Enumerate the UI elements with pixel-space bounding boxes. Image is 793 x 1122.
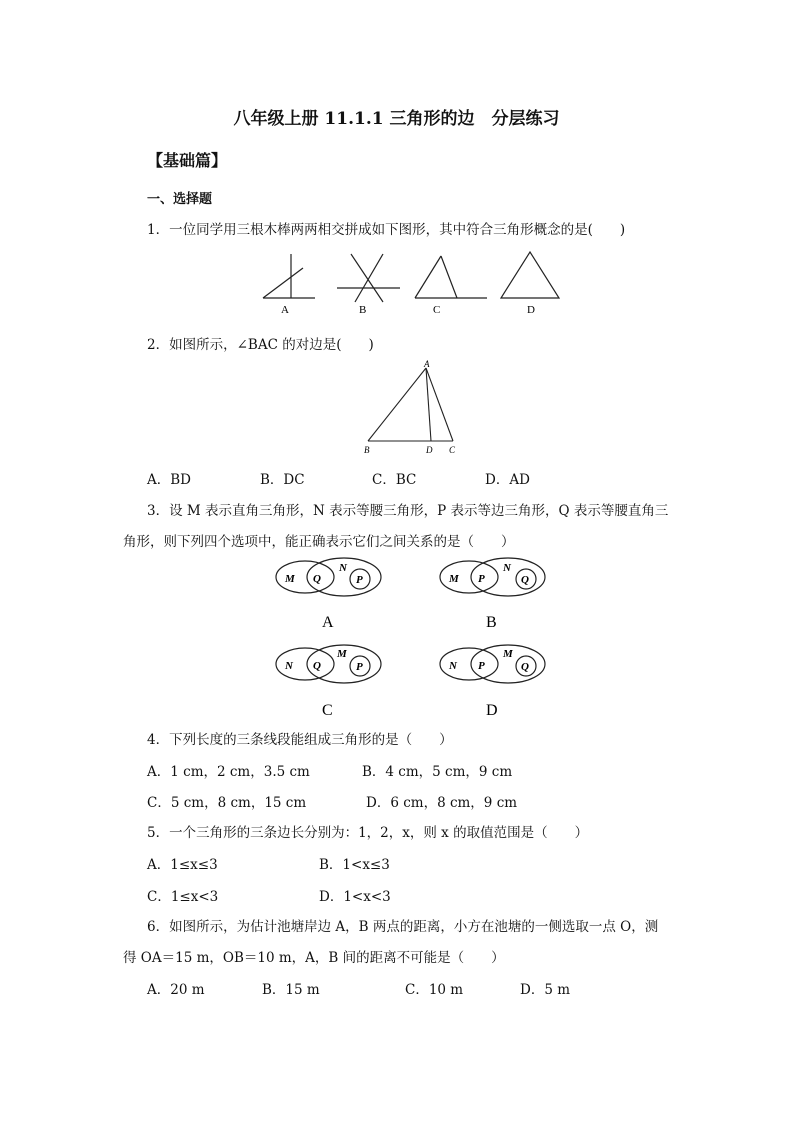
question-4-text: 4．下列长度的三条线段能组成三角形的是（ ） [147, 732, 453, 748]
q4-option-c: C．5 cm，8 cm，15 cm [147, 795, 307, 811]
figure-label-d: D [527, 304, 535, 316]
svg-text:Q: Q [313, 573, 321, 585]
question-3-line-2: 角形，则下列四个选项中，能正确表示它们之间关系的是（ ） [123, 534, 515, 550]
q5-option-b: B．1<x≤3 [319, 857, 390, 873]
venn-diagram-b [436, 558, 548, 638]
q2-option-c: C．BC [372, 472, 417, 488]
venn-diagram-c [272, 644, 384, 724]
svg-text:M: M [337, 648, 347, 660]
venn-caption-b: B [486, 614, 497, 631]
question-6-line-2: 得 OA＝15 m，OB＝10 m，A，B 间的距离不可能是（ ） [123, 950, 505, 966]
q5-option-d: D．1<x<3 [319, 889, 391, 905]
subsection-heading: 一、选择题 [147, 192, 213, 207]
svg-text:N: N [285, 660, 293, 672]
question-1-text: 1．一位同学用三根木棒两两相交拼成如下图形，其中符合三角形概念的是( ) [147, 222, 626, 238]
figure-label-c: C [433, 304, 441, 316]
svg-text:N: N [449, 660, 457, 672]
svg-text:P: P [478, 660, 485, 672]
venn-diagram-d [436, 644, 548, 724]
svg-text:Q: Q [313, 660, 321, 672]
figure-label-a: A [281, 304, 289, 316]
point-label-c: C [449, 445, 456, 455]
svg-text:M: M [285, 573, 295, 585]
svg-text:N: N [339, 562, 347, 574]
q6-option-c: C．10 m [405, 982, 464, 998]
venn-caption-a: A [322, 614, 334, 631]
q6-option-b: B．15 m [262, 982, 320, 998]
q2-option-a: A．BD [147, 472, 191, 488]
svg-text:N: N [503, 562, 511, 574]
svg-text:P: P [356, 574, 363, 586]
section-heading: 【基础篇】 [147, 151, 228, 170]
q2-option-b: B．DC [260, 472, 305, 488]
q6-option-d: D．5 m [520, 982, 571, 998]
q4-option-a: A．1 cm，2 cm，3.5 cm [147, 764, 310, 780]
point-label-d: D [426, 445, 433, 455]
svg-text:Q: Q [521, 574, 529, 586]
venn-diagram-a [272, 558, 384, 638]
venn-caption-c: C [322, 702, 333, 719]
point-label-a: A [424, 359, 430, 369]
svg-text:M: M [449, 573, 459, 585]
question-5-text: 5．一个三角形的三条边长分别为：1，2，x，则 x 的取值范围是（ ） [147, 825, 589, 841]
q4-option-b: B．4 cm，5 cm，9 cm [362, 764, 513, 780]
question-2-text: 2．如图所示，∠BAC 的对边是( ) [147, 337, 374, 353]
figure-label-b: B [359, 304, 367, 316]
question-1-figure [255, 248, 575, 320]
svg-text:Q: Q [521, 661, 529, 673]
q2-option-d: D．AD [485, 472, 530, 488]
question-6-line-1: 6．如图所示，为估计池塘岸边 A，B 两点的距离，小方在池塘的一侧选取一点 O，测 [147, 919, 659, 935]
q6-option-a: A．20 m [147, 982, 205, 998]
q5-option-a: A．1≤x≤3 [147, 857, 218, 873]
question-2-figure [360, 360, 470, 460]
svg-text:P: P [356, 661, 363, 673]
question-3-line-1: 3．设 M 表示直角三角形，N 表示等腰三角形，P 表示等边三角形，Q 表示等腰直角三 [147, 503, 669, 519]
svg-text:P: P [478, 573, 485, 585]
point-label-b: B [364, 445, 370, 455]
svg-text:M: M [503, 648, 513, 660]
page-title: 八年级上册 11.1.1 三角形的边 分层练习 [233, 109, 560, 129]
venn-caption-d: D [486, 702, 498, 719]
q4-option-d: D．6 cm，8 cm，9 cm [366, 795, 518, 811]
q5-option-c: C．1≤x<3 [147, 889, 219, 905]
